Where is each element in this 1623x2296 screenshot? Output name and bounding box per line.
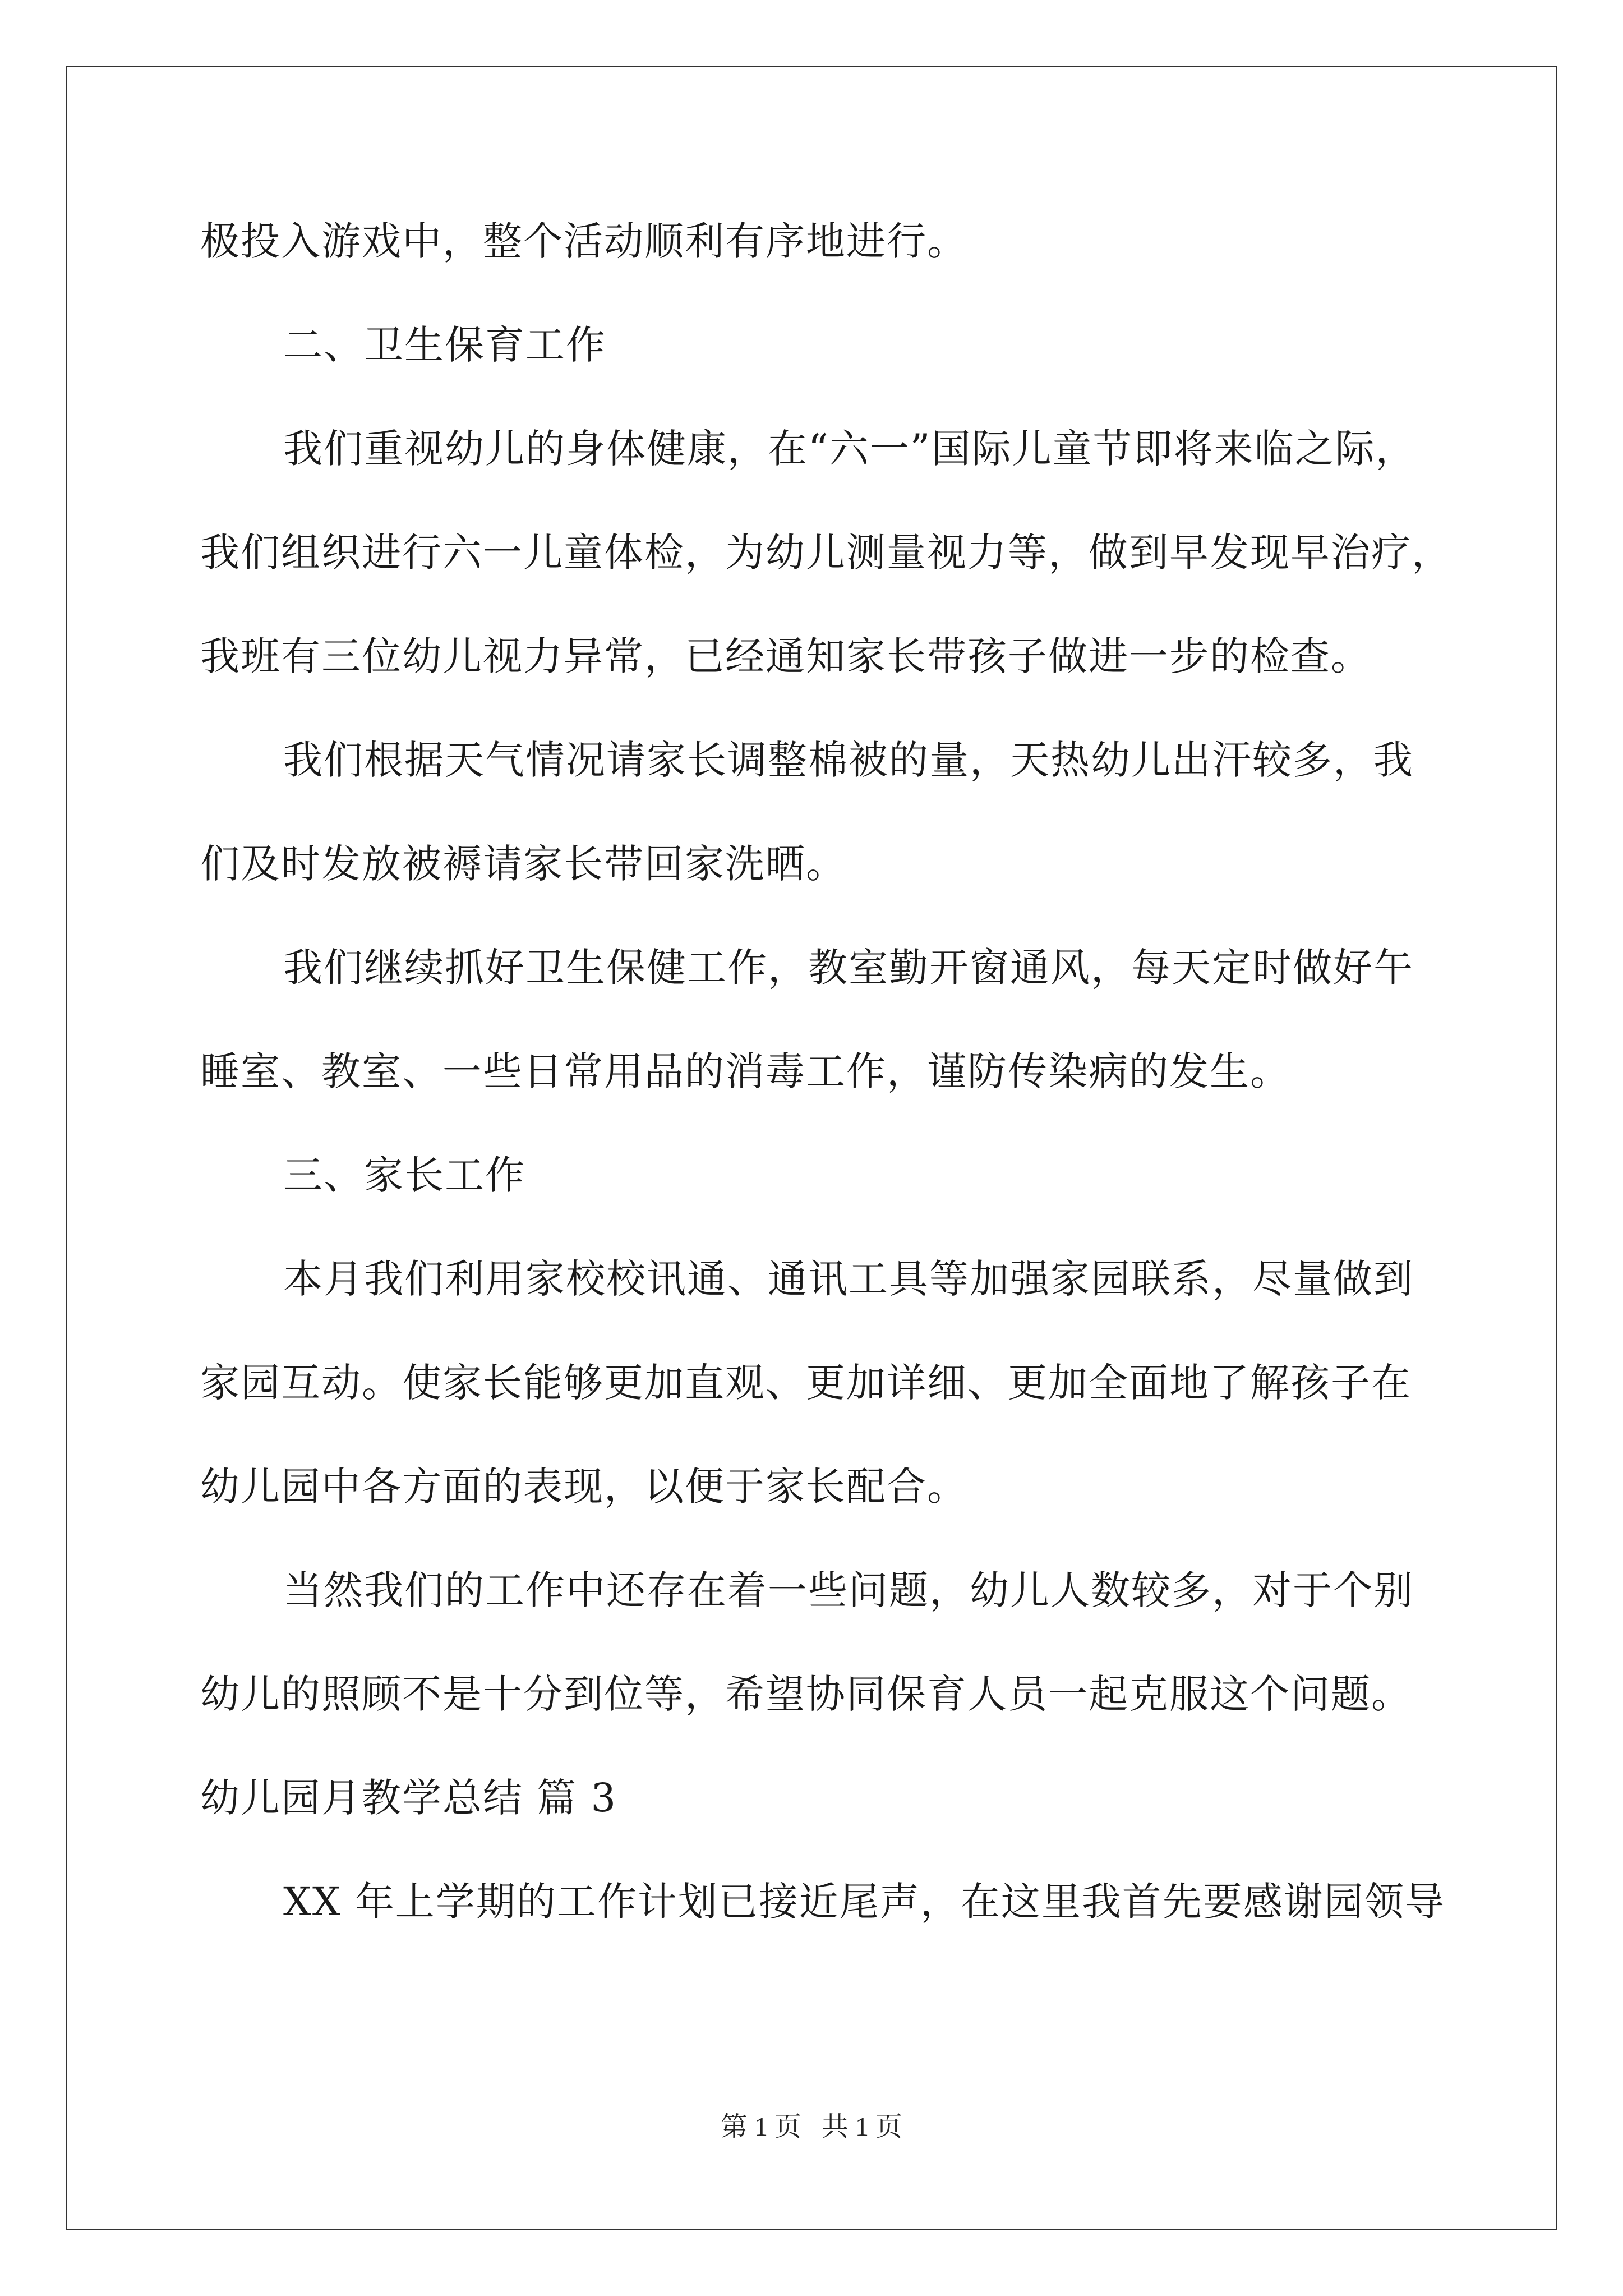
paragraph-line: 我们重视幼儿的身体健康，在“六一”国际儿童节即将来临之际， [283,426,1416,472]
article-title: 幼儿园月教学总结 篇 3 [200,1775,617,1821]
section-heading: 二、卫生保育工作 [283,322,606,368]
paragraph-line: 幼儿园中各方面的表现，以便于家长配合。 [200,1464,967,1510]
paragraph-line: 家园互动。使家长能够更加直观、更加详细、更加全面地了解孩子在 [200,1360,1412,1406]
paragraph-line: 当然我们的工作中还存在着一些问题，幼儿人数较多，对于个别 [283,1567,1414,1613]
paragraph-line: 睡室、教室、一些日常用品的消毒工作，谨防传染病的发生。 [200,1048,1290,1094]
paragraph-line: XX 年上学期的工作计划已接近尾声，在这里我首先要感谢园领导 [283,1879,1445,1925]
paragraph-line: 极投入游戏中，整个活动顺利有序地进行。 [200,218,967,264]
paragraph-line: 幼儿的照顾不是十分到位等，希望协同保育人员一起克服这个问题。 [200,1671,1412,1717]
paragraph-line: 我们根据天气情况请家长调整棉被的量，天热幼儿出汗较多，我 [283,737,1414,783]
paragraph-line: 本月我们利用家校校讯通、通讯工具等加强家园联系，尽量做到 [283,1256,1414,1302]
page-footer: 第 1 页 共 1 页 [720,2112,902,2142]
section-heading: 三、家长工作 [283,1152,525,1198]
paragraph-line: 我们组织进行六一儿童体检，为幼儿测量视力等，做到早发现早治疗， [200,530,1452,576]
paragraph-line: 们及时发放被褥请家长带回家洗晒。 [200,841,846,887]
paragraph-line: 我班有三位幼儿视力异常，已经通知家长带孩子做进一步的检查。 [200,633,1371,679]
paragraph-line: 我们继续抓好卫生保健工作，教室勤开窗通风，每天定时做好午 [283,945,1414,991]
